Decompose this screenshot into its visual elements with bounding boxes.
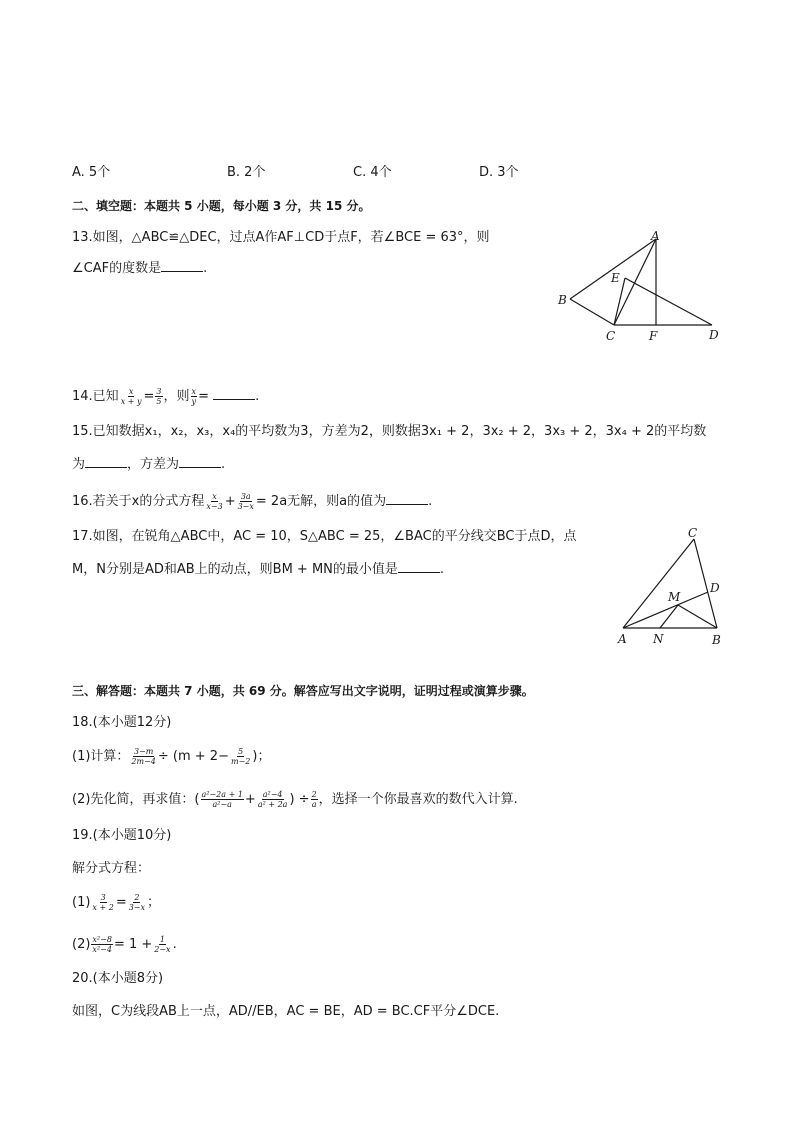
q19-intro: 解分式方程： xyxy=(72,861,151,876)
q16-fraction-1 xyxy=(205,492,223,511)
q18-p1-fraction-1 xyxy=(130,747,156,766)
q19-title: 19.(本小题10分) xyxy=(72,828,172,843)
q17-line2 xyxy=(72,560,444,580)
answer-blank xyxy=(398,560,440,573)
q18-p2-div: ) ÷ xyxy=(289,792,310,807)
segment-ad xyxy=(623,592,708,628)
q18-p2-fraction-1 xyxy=(201,790,244,809)
segment-ab xyxy=(570,239,656,299)
frac-den: y xyxy=(191,397,197,406)
frac-den: a² + 2a xyxy=(257,800,288,809)
q19-p2-end: . xyxy=(172,937,177,952)
q13-line2-end: . xyxy=(203,261,208,276)
q13-line1: 13.如图，△ABC≌△DEC，过点A作AF⊥CD于点F，若∠BCE = 63°，则 xyxy=(72,230,490,245)
frac-den: x²−4 xyxy=(92,945,112,954)
plus-sign: + xyxy=(224,494,236,509)
choice-d: D. 3个 xyxy=(479,165,519,180)
label-c: C xyxy=(688,526,698,540)
q18-p2-prefix: (2)先化简，再求值：( xyxy=(72,792,200,807)
q20-line1: 如图，C为线段AB上一点，AD//EB，AC = BE，AD = BC.CF平分∠DCE. xyxy=(72,1004,500,1019)
q18-p1-fraction-2 xyxy=(230,747,251,766)
q18-p2-fraction-2 xyxy=(257,790,289,809)
q16-line xyxy=(72,492,432,512)
q18-p1-prefix: (1)计算： xyxy=(72,749,130,764)
q18-p2-fraction-3 xyxy=(311,790,318,809)
frac-num: x xyxy=(212,492,217,501)
choice-c: C. 4个 xyxy=(353,165,392,180)
q19-p2-mid: = 1 + xyxy=(113,937,153,952)
label-b: B xyxy=(558,293,567,307)
answer-blank xyxy=(386,492,428,505)
frac-num: x²−8 xyxy=(92,935,112,944)
q14-end: . xyxy=(255,389,260,404)
q16-fraction-2 xyxy=(237,492,255,511)
equals-sign: = xyxy=(115,895,127,910)
label-e: E xyxy=(611,271,620,285)
q14-fraction-3 xyxy=(191,387,198,406)
segment-bm xyxy=(678,605,717,628)
frac-num: 1 xyxy=(159,935,165,944)
q13-line2 xyxy=(72,259,207,279)
q15-line2-b: ，方差为 xyxy=(127,457,180,472)
segment-ac xyxy=(623,539,694,628)
q19-p2-fraction-2 xyxy=(153,935,171,954)
frac-den: x−3 xyxy=(206,502,223,511)
q18-p1-mid: ÷ (m + 2− xyxy=(157,749,229,764)
q17-line1: 17.如图，在锐角△ABC中，AC = 10，S△ABC = 25，∠BAC的平分线交BC于点D，点 xyxy=(72,529,577,544)
q15-line2-end: . xyxy=(221,457,226,472)
q19-p1-end: ； xyxy=(147,895,161,910)
q19-p1-fraction-1 xyxy=(91,893,114,912)
q19-p2-prefix: (2) xyxy=(72,937,91,952)
frac-num: 2 xyxy=(134,893,140,902)
frac-den: a xyxy=(311,800,317,809)
frac-num: 2 xyxy=(311,790,317,799)
q15-line2 xyxy=(72,455,225,475)
q16-prefix: 16.若关于x的分式方程 xyxy=(72,494,205,509)
frac-den: x + 2 xyxy=(92,903,114,912)
q14-prefix: 14.已知 xyxy=(72,389,119,404)
q14-fraction-2 xyxy=(155,387,162,406)
section2-header: 二、填空题：本题共 5 小题，每小题 3 分，共 15 分。 xyxy=(72,199,371,213)
segment-ed xyxy=(625,278,712,325)
choice-a: A. 5个 xyxy=(72,165,111,180)
segment-bc xyxy=(570,299,614,325)
q17-line2-text: M，N分别是AD和AB上的动点，则BM + MN的最小值是 xyxy=(72,562,398,577)
label-f: F xyxy=(649,329,658,343)
frac-num: 3 xyxy=(156,387,162,396)
label-c: C xyxy=(606,329,616,343)
q18-p2-end: ，选择一个你最喜欢的数代入计算. xyxy=(318,792,518,807)
frac-num: 3 xyxy=(100,893,106,902)
label-a: A xyxy=(618,632,627,646)
q18-part2 xyxy=(72,790,518,810)
frac-num: 5 xyxy=(238,747,244,756)
q14-mid: ，则 xyxy=(163,389,190,404)
answer-blank xyxy=(213,387,255,400)
answer-blank xyxy=(85,455,127,468)
q14-fraction-1 xyxy=(120,387,143,406)
label-d: D xyxy=(710,581,720,595)
frac-den: 3−x xyxy=(128,903,146,912)
q18-part1 xyxy=(72,747,270,767)
frac-den: 3−x xyxy=(237,502,254,511)
plus-sign: + xyxy=(244,792,256,807)
frac-den: x + y xyxy=(120,397,142,406)
q20-title: 20.(本小题8分) xyxy=(72,971,164,986)
label-n: N xyxy=(653,632,664,646)
frac-num: a²−4 xyxy=(262,790,283,799)
q19-p2-fraction-1 xyxy=(91,935,113,954)
segment-ca xyxy=(614,239,656,325)
q19-part1 xyxy=(72,893,160,913)
q19-part2 xyxy=(72,935,177,955)
answer-blank xyxy=(161,259,203,272)
q14-line xyxy=(72,387,259,407)
frac-num: x xyxy=(128,387,134,396)
label-a: A xyxy=(651,229,660,243)
q19-p1-prefix: (1) xyxy=(72,895,91,910)
q16-rest: = 2a无解，则a的值为 xyxy=(255,494,387,509)
frac-num: a²−2a + 1 xyxy=(201,790,243,799)
frac-den: m−2 xyxy=(230,757,251,766)
q17-line2-end: . xyxy=(439,562,445,577)
q18-title: 18.(本小题12分) xyxy=(72,715,172,730)
frac-num: 3a xyxy=(240,492,251,501)
q15-line2-a: 为 xyxy=(72,457,86,472)
label-d: D xyxy=(709,328,719,342)
q17-figure xyxy=(610,522,740,647)
section3-header: 三、解答题：本题共 7 小题，共 69 分。解答应写出文字说明，证明过程或演算步骤。 xyxy=(72,684,534,698)
choice-b: B. 2个 xyxy=(227,165,266,180)
frac-den: 5 xyxy=(156,397,162,406)
answer-blank xyxy=(179,455,221,468)
frac-num: x xyxy=(191,387,197,396)
q19-p1-fraction-2 xyxy=(128,893,146,912)
frac-den: 2−x xyxy=(154,945,171,954)
q18-p1-end: )； xyxy=(252,749,271,764)
q16-end: . xyxy=(428,494,433,509)
frac-den: a²−a xyxy=(212,800,232,809)
q15-line1: 15.已知数据x₁，x₂，x₃，x₄的平均数为3，方差为2，则数据3x₁ + 2，3x₂ + 2，3x₃ + 2，3x₄ + 2的平均数 xyxy=(72,424,707,439)
equals-sign: = xyxy=(198,389,209,404)
label-b: B xyxy=(712,633,721,647)
frac-num: 3−m xyxy=(133,747,154,756)
frac-den: 2m−4 xyxy=(131,757,156,766)
q13-line2-text: ∠CAF的度数是 xyxy=(72,261,162,276)
label-m: M xyxy=(668,590,681,604)
equals-sign: = xyxy=(143,389,155,404)
segment-ce xyxy=(614,278,625,325)
q13-figure xyxy=(555,228,735,348)
